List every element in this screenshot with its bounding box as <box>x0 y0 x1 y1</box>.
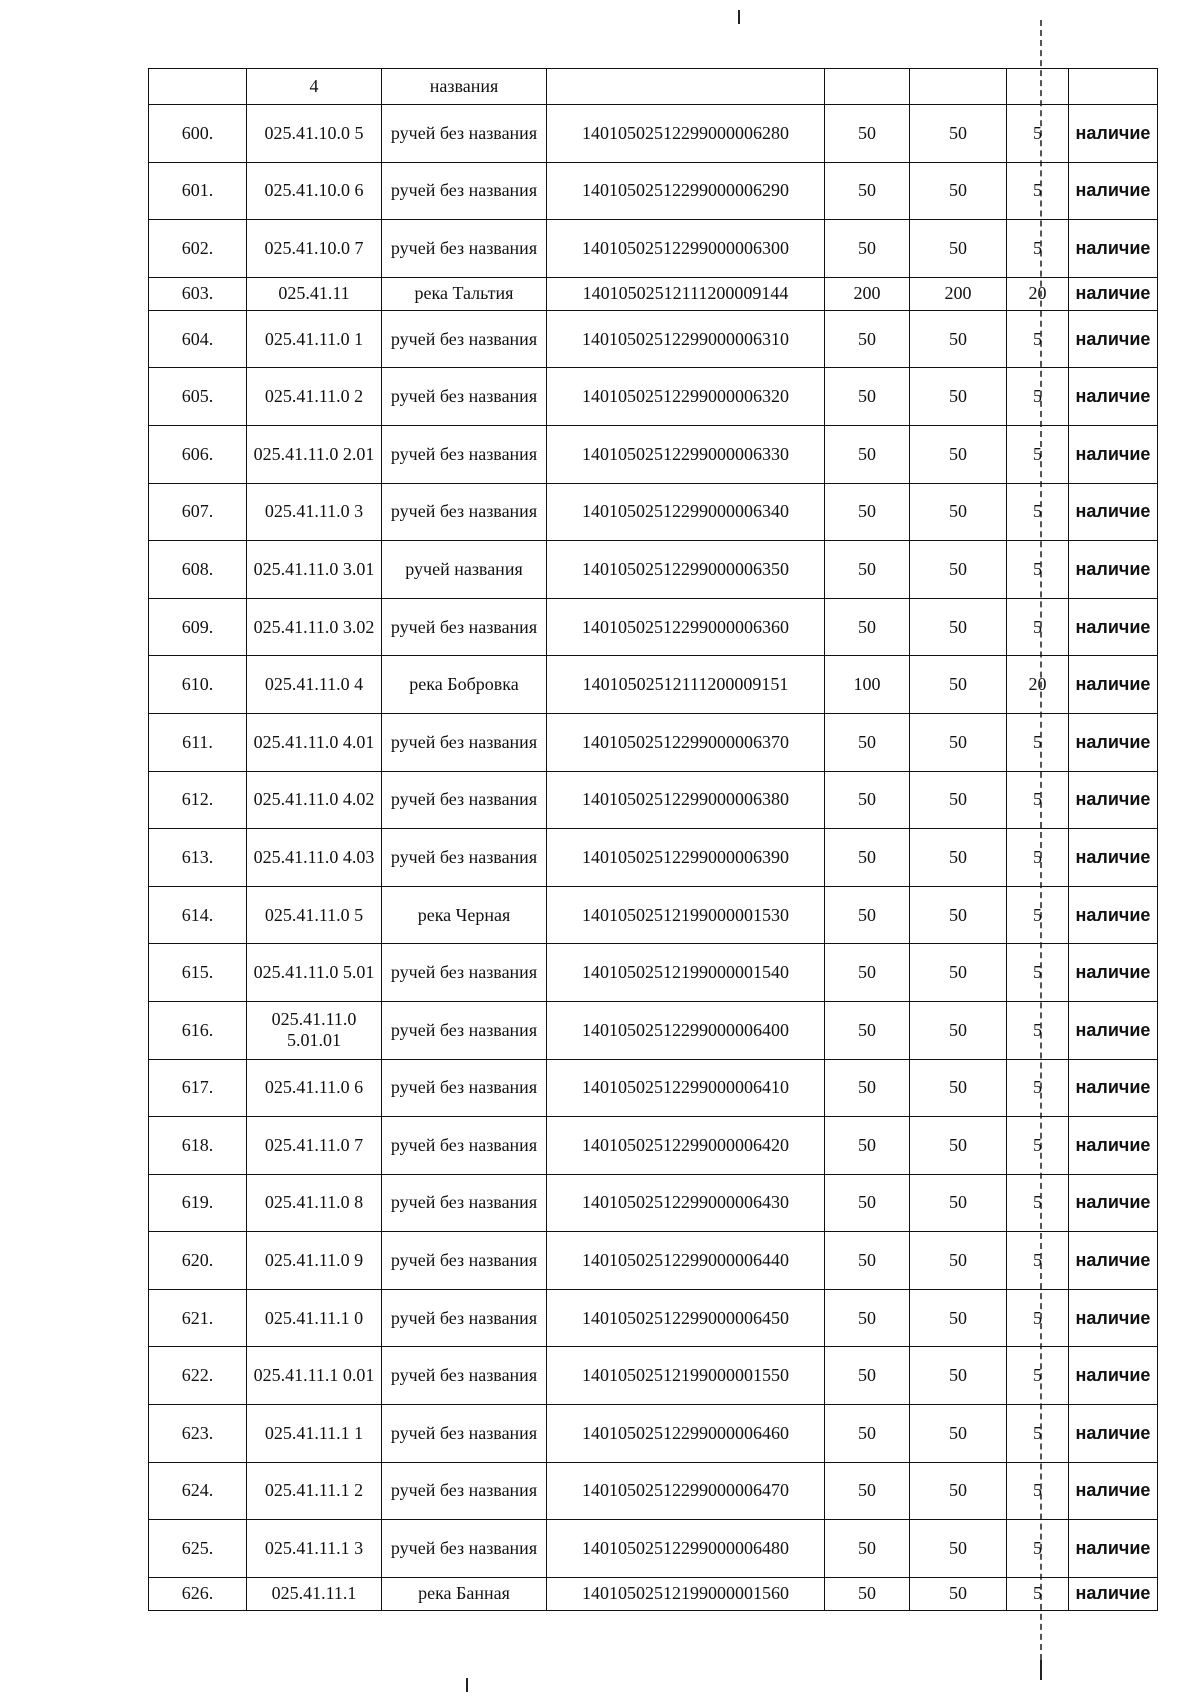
cell-status: наличие <box>1069 713 1158 771</box>
cell-name: ручей без названия <box>382 771 547 829</box>
cell-v3: 5 <box>1007 162 1069 220</box>
cell-v2: 50 <box>910 1462 1007 1520</box>
cell-id: 14010502512299000006280 <box>547 105 825 163</box>
cell-code: 025.41.11.0 8 <box>247 1174 382 1232</box>
table-row <box>149 1001 1158 1059</box>
continuation-row <box>149 69 1158 105</box>
cell-num: 606. <box>149 425 247 483</box>
cell-name: ручей без названия <box>382 1232 547 1290</box>
cell-v3: 5 <box>1007 829 1069 887</box>
cell-num: 622. <box>149 1347 247 1405</box>
cell-v3: 5 <box>1007 105 1069 163</box>
cell-num: 610. <box>149 656 247 714</box>
cell-num: 624. <box>149 1462 247 1520</box>
cell-id: 14010502512111200009151 <box>547 656 825 714</box>
cell-status: наличие <box>1069 1174 1158 1232</box>
cell-code: 025.41.11.0 5.01.01 <box>247 1001 382 1059</box>
cell-id: 14010502512299000006450 <box>547 1289 825 1347</box>
cell-status: наличие <box>1069 1405 1158 1463</box>
cell-id: 14010502512199000001560 <box>547 1577 825 1610</box>
cell-v3: 5 <box>1007 1520 1069 1578</box>
cell-v2: 50 <box>910 1001 1007 1059</box>
cell-code: 025.41.11.1 2 <box>247 1462 382 1520</box>
cell-id <box>547 69 825 105</box>
cell-v3: 5 <box>1007 1289 1069 1347</box>
cell-id: 14010502512299000006440 <box>547 1232 825 1290</box>
cell-status: наличие <box>1069 310 1158 368</box>
cell-num: 626. <box>149 1577 247 1610</box>
table-row <box>149 425 1158 483</box>
cell-id: 14010502512299000006340 <box>547 483 825 541</box>
cell-v3: 5 <box>1007 220 1069 278</box>
cell-id: 14010502512299000006390 <box>547 829 825 887</box>
table-row <box>149 886 1158 944</box>
cell-v3: 5 <box>1007 1462 1069 1520</box>
cell-v1: 50 <box>825 105 910 163</box>
cell-name: ручей без названия <box>382 368 547 426</box>
cell-code: 025.41.10.0 5 <box>247 105 382 163</box>
table-row <box>149 713 1158 771</box>
cell-code: 025.41.10.0 6 <box>247 162 382 220</box>
cell-status <box>1069 69 1158 105</box>
cell-v3: 5 <box>1007 368 1069 426</box>
cell-v2: 50 <box>910 368 1007 426</box>
cell-name: ручей без названия <box>382 1059 547 1117</box>
cell-v1: 200 <box>825 277 910 310</box>
cell-v3 <box>1007 69 1069 105</box>
table-row <box>149 944 1158 1002</box>
cell-v2: 50 <box>910 771 1007 829</box>
cell-name: река Черная <box>382 886 547 944</box>
cell-status: наличие <box>1069 1232 1158 1290</box>
cell-name: ручей без названия <box>382 1462 547 1520</box>
cell-v1: 50 <box>825 1462 910 1520</box>
cell-v2: 50 <box>910 1059 1007 1117</box>
cell-num: 609. <box>149 598 247 656</box>
table-row <box>149 598 1158 656</box>
cell-name: ручей без названия <box>382 1520 547 1578</box>
cell-name: река Бобровка <box>382 656 547 714</box>
cell-v1: 50 <box>825 598 910 656</box>
cell-v1: 50 <box>825 771 910 829</box>
cell-v1: 50 <box>825 483 910 541</box>
cell-num: 612. <box>149 771 247 829</box>
cell-v2: 50 <box>910 220 1007 278</box>
cell-status: наличие <box>1069 277 1158 310</box>
cell-num: 625. <box>149 1520 247 1578</box>
cell-v1: 50 <box>825 1577 910 1610</box>
cell-num: 621. <box>149 1289 247 1347</box>
cell-v1: 100 <box>825 656 910 714</box>
cell-id: 14010502512299000006430 <box>547 1174 825 1232</box>
cell-v2: 50 <box>910 1405 1007 1463</box>
cell-num: 623. <box>149 1405 247 1463</box>
cell-status: наличие <box>1069 829 1158 887</box>
cell-v2: 50 <box>910 1347 1007 1405</box>
cell-num: 605. <box>149 368 247 426</box>
cell-num: 619. <box>149 1174 247 1232</box>
cell-v1: 50 <box>825 368 910 426</box>
cell-num: 601. <box>149 162 247 220</box>
scan-mark-bottom-left <box>466 1678 468 1692</box>
cell-code: 025.41.11.0 1 <box>247 310 382 368</box>
cell-code: 025.41.11.0 3.02 <box>247 598 382 656</box>
cell-num: 618. <box>149 1117 247 1175</box>
cell-v3: 5 <box>1007 425 1069 483</box>
cell-status: наличие <box>1069 1117 1158 1175</box>
cell-id: 14010502512299000006310 <box>547 310 825 368</box>
cell-name: ручей без названия <box>382 425 547 483</box>
cell-name: ручей без названия <box>382 829 547 887</box>
cell-status: наличие <box>1069 1520 1158 1578</box>
table-row <box>149 1289 1158 1347</box>
cell-v2: 50 <box>910 886 1007 944</box>
cell-v2: 50 <box>910 1520 1007 1578</box>
cell-v3: 5 <box>1007 598 1069 656</box>
cell-id: 14010502512299000006370 <box>547 713 825 771</box>
table-row <box>149 1174 1158 1232</box>
cell-name: названия <box>382 69 547 105</box>
cell-name: ручей без названия <box>382 483 547 541</box>
table-row <box>149 310 1158 368</box>
cell-num: 620. <box>149 1232 247 1290</box>
cell-v1: 50 <box>825 541 910 599</box>
cell-status: наличие <box>1069 1462 1158 1520</box>
cell-v2: 50 <box>910 1289 1007 1347</box>
cell-id: 14010502512299000006380 <box>547 771 825 829</box>
cell-status: наличие <box>1069 598 1158 656</box>
cell-num: 611. <box>149 713 247 771</box>
table-row <box>149 368 1158 426</box>
cell-code: 025.41.11.0 4.01 <box>247 713 382 771</box>
cell-v1: 50 <box>825 1117 910 1175</box>
cell-name: ручей без названия <box>382 310 547 368</box>
cell-code: 025.41.11.0 4.02 <box>247 771 382 829</box>
cell-status: наличие <box>1069 483 1158 541</box>
cell-v1: 50 <box>825 310 910 368</box>
cell-v1: 50 <box>825 1232 910 1290</box>
cell-id: 14010502512299000006300 <box>547 220 825 278</box>
table-row <box>149 105 1158 163</box>
cell-status: наличие <box>1069 105 1158 163</box>
cell-status: наличие <box>1069 1001 1158 1059</box>
cell-code: 025.41.11.0 4 <box>247 656 382 714</box>
cell-v3: 5 <box>1007 713 1069 771</box>
cell-name: ручей без названия <box>382 162 547 220</box>
cell-id: 14010502512199000001530 <box>547 886 825 944</box>
cell-code: 025.41.11.1 3 <box>247 1520 382 1578</box>
cell-id: 14010502512299000006400 <box>547 1001 825 1059</box>
table-body <box>149 69 1158 1611</box>
cell-code: 025.41.11.0 2 <box>247 368 382 426</box>
cell-id: 14010502512199000001550 <box>547 1347 825 1405</box>
cell-code: 025.41.11.0 9 <box>247 1232 382 1290</box>
cell-id: 14010502512299000006320 <box>547 368 825 426</box>
table-row <box>149 483 1158 541</box>
cell-v1: 50 <box>825 425 910 483</box>
cell-id: 14010502512299000006360 <box>547 598 825 656</box>
cell-code: 025.41.10.0 7 <box>247 220 382 278</box>
cell-name: ручей названия <box>382 541 547 599</box>
table-row <box>149 220 1158 278</box>
cell-name: река Тальтия <box>382 277 547 310</box>
table-row <box>149 1232 1158 1290</box>
cell-v2: 50 <box>910 1174 1007 1232</box>
cell-v3: 5 <box>1007 483 1069 541</box>
table-row <box>149 771 1158 829</box>
table-row <box>149 829 1158 887</box>
cell-v3: 5 <box>1007 1059 1069 1117</box>
cell-code: 025.41.11.0 5.01 <box>247 944 382 1002</box>
cell-v2: 50 <box>910 1117 1007 1175</box>
cell-code: 025.41.11.0 5 <box>247 886 382 944</box>
cell-v1: 50 <box>825 1405 910 1463</box>
cell-code: 025.41.11.0 2.01 <box>247 425 382 483</box>
cell-v1: 50 <box>825 1347 910 1405</box>
cell-status: наличие <box>1069 886 1158 944</box>
cell-v1: 50 <box>825 1001 910 1059</box>
cell-status: наличие <box>1069 541 1158 599</box>
cell-v2: 50 <box>910 541 1007 599</box>
cell-status: наличие <box>1069 656 1158 714</box>
cell-code: 025.41.11.0 3.01 <box>247 541 382 599</box>
cell-status: наличие <box>1069 1289 1158 1347</box>
cell-num: 604. <box>149 310 247 368</box>
cell-num: 602. <box>149 220 247 278</box>
cell-status: наличие <box>1069 425 1158 483</box>
cell-v2: 50 <box>910 829 1007 887</box>
cell-v1: 50 <box>825 1289 910 1347</box>
cell-v3: 5 <box>1007 1347 1069 1405</box>
cell-v3: 5 <box>1007 541 1069 599</box>
cell-num: 617. <box>149 1059 247 1117</box>
cell-name: ручей без названия <box>382 944 547 1002</box>
cell-v3: 5 <box>1007 944 1069 1002</box>
cell-v2: 50 <box>910 598 1007 656</box>
cell-v3: 5 <box>1007 310 1069 368</box>
cell-v2: 50 <box>910 483 1007 541</box>
cell-v3: 5 <box>1007 771 1069 829</box>
cell-code: 025.41.11.1 1 <box>247 1405 382 1463</box>
cell-name: ручей без названия <box>382 713 547 771</box>
cell-code: 025.41.11.1 <box>247 1577 382 1610</box>
cell-code: 025.41.11 <box>247 277 382 310</box>
cell-v2: 50 <box>910 310 1007 368</box>
cell-name: ручей без названия <box>382 1347 547 1405</box>
cell-num: 603. <box>149 277 247 310</box>
cell-id: 14010502512299000006470 <box>547 1462 825 1520</box>
cell-status: наличие <box>1069 944 1158 1002</box>
cell-v3: 5 <box>1007 1001 1069 1059</box>
cell-v2: 50 <box>910 1232 1007 1290</box>
cell-num: 614. <box>149 886 247 944</box>
cell-v3: 5 <box>1007 1405 1069 1463</box>
cell-v1: 50 <box>825 1174 910 1232</box>
cell-name: ручей без названия <box>382 1001 547 1059</box>
cell-id: 14010502512299000006350 <box>547 541 825 599</box>
cell-num: 616. <box>149 1001 247 1059</box>
cell-status: наличие <box>1069 162 1158 220</box>
cell-v3: 5 <box>1007 1577 1069 1610</box>
cell-num: 613. <box>149 829 247 887</box>
cell-v1: 50 <box>825 220 910 278</box>
cell-status: наличие <box>1069 368 1158 426</box>
cell-v2: 50 <box>910 656 1007 714</box>
table-row <box>149 1577 1158 1610</box>
cell-name: река Банная <box>382 1577 547 1610</box>
cell-code: 025.41.11.0 3 <box>247 483 382 541</box>
cell-v2: 50 <box>910 425 1007 483</box>
cell-id: 14010502512111200009144 <box>547 277 825 310</box>
cell-code: 025.41.11.0 4.03 <box>247 829 382 887</box>
cell-v1: 50 <box>825 886 910 944</box>
cell-v1: 50 <box>825 162 910 220</box>
cell-name: ручей без названия <box>382 1405 547 1463</box>
table-row <box>149 1347 1158 1405</box>
cell-v2: 50 <box>910 162 1007 220</box>
cell-id: 14010502512299000006480 <box>547 1520 825 1578</box>
cell-v3: 20 <box>1007 277 1069 310</box>
cell-status: наличие <box>1069 1059 1158 1117</box>
cell-id: 14010502512299000006330 <box>547 425 825 483</box>
cell-v2: 50 <box>910 105 1007 163</box>
cell-v2 <box>910 69 1007 105</box>
cell-num: 600. <box>149 105 247 163</box>
cell-code: 025.41.11.0 6 <box>247 1059 382 1117</box>
cell-id: 14010502512299000006410 <box>547 1059 825 1117</box>
cell-v1: 50 <box>825 1520 910 1578</box>
cell-status: наличие <box>1069 1347 1158 1405</box>
cell-code: 4 <box>247 69 382 105</box>
cell-v1: 50 <box>825 944 910 1002</box>
table-row <box>149 1059 1158 1117</box>
table-row <box>149 656 1158 714</box>
cell-v1 <box>825 69 910 105</box>
cell-name: ручей без названия <box>382 1117 547 1175</box>
cell-v2: 50 <box>910 713 1007 771</box>
cell-code: 025.41.11.1 0.01 <box>247 1347 382 1405</box>
table-row <box>149 1462 1158 1520</box>
cell-v1: 50 <box>825 713 910 771</box>
cell-name: ручей без названия <box>382 220 547 278</box>
cell-num: 607. <box>149 483 247 541</box>
cell-id: 14010502512199000001540 <box>547 944 825 1002</box>
cell-status: наличие <box>1069 771 1158 829</box>
cell-v1: 50 <box>825 1059 910 1117</box>
cell-v3: 5 <box>1007 1174 1069 1232</box>
table-row <box>149 541 1158 599</box>
table-row <box>149 162 1158 220</box>
cell-status: наличие <box>1069 1577 1158 1610</box>
table-row <box>149 1405 1158 1463</box>
cell-name: ручей без названия <box>382 105 547 163</box>
cell-status: наличие <box>1069 220 1158 278</box>
cell-v1: 50 <box>825 829 910 887</box>
table-row <box>149 1117 1158 1175</box>
cell-code: 025.41.11.1 0 <box>247 1289 382 1347</box>
cell-id: 14010502512299000006290 <box>547 162 825 220</box>
cell-num: 615. <box>149 944 247 1002</box>
cell-v3: 20 <box>1007 656 1069 714</box>
cell-v3: 5 <box>1007 886 1069 944</box>
cell-id: 14010502512299000006460 <box>547 1405 825 1463</box>
cell-code: 025.41.11.0 7 <box>247 1117 382 1175</box>
table-row <box>149 277 1158 310</box>
cell-name: ручей без названия <box>382 1289 547 1347</box>
cell-v3: 5 <box>1007 1232 1069 1290</box>
cell-id: 14010502512299000006420 <box>547 1117 825 1175</box>
cell-name: ручей без названия <box>382 598 547 656</box>
scan-mark-top <box>738 10 740 24</box>
table-row <box>149 1520 1158 1578</box>
cell-v2: 200 <box>910 277 1007 310</box>
cell-name: ручей без названия <box>382 1174 547 1232</box>
water-bodies-table <box>148 68 1158 1611</box>
cell-num <box>149 69 247 105</box>
scan-mark-bottom-right <box>1040 1660 1042 1680</box>
cell-num: 608. <box>149 541 247 599</box>
cell-v3: 5 <box>1007 1117 1069 1175</box>
cell-v2: 50 <box>910 1577 1007 1610</box>
cell-v2: 50 <box>910 944 1007 1002</box>
